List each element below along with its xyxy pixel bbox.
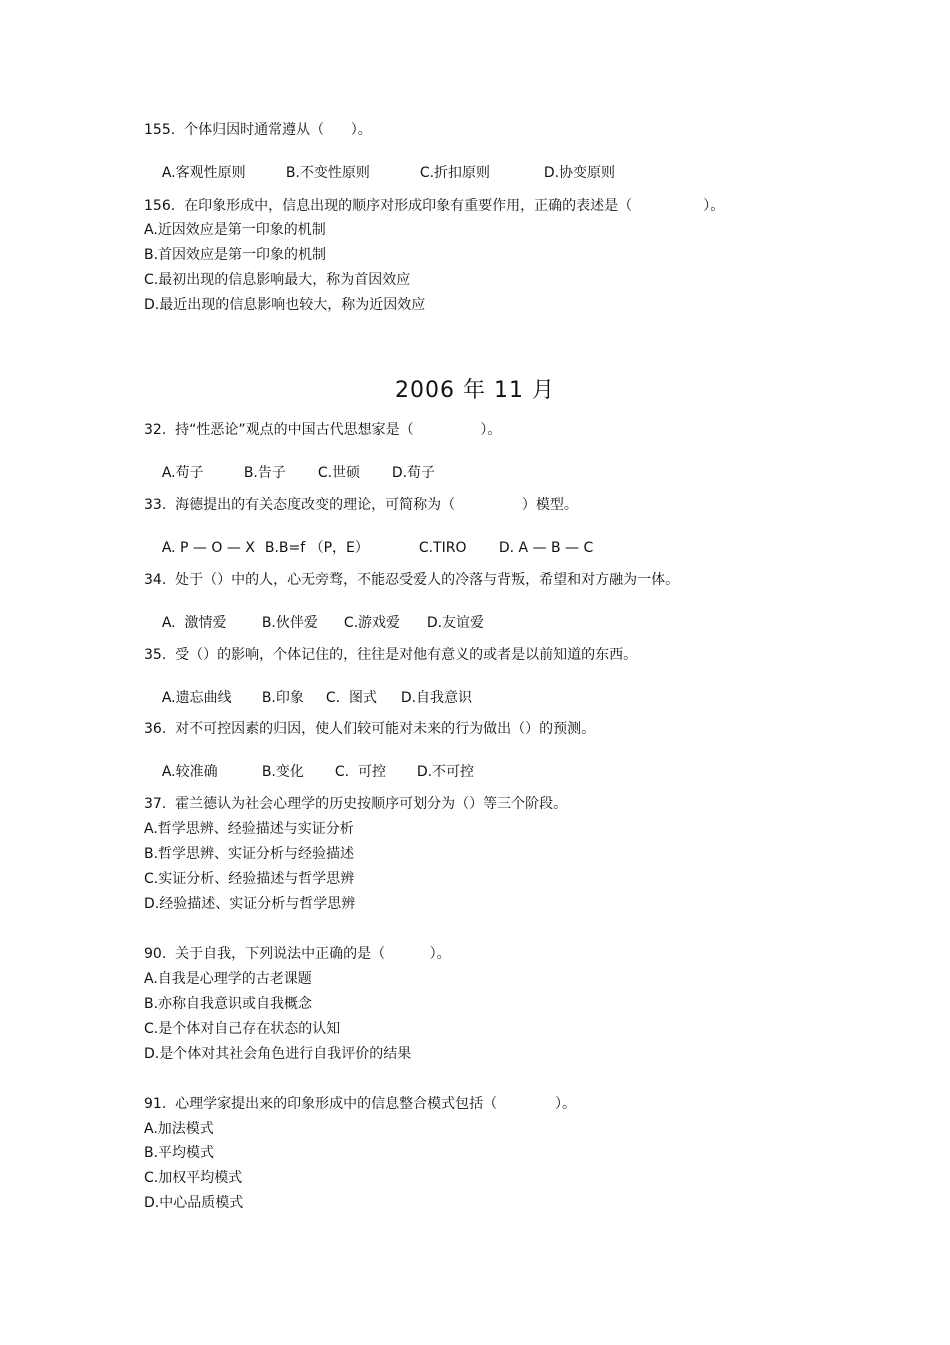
option-c: C.游戏爱 <box>343 615 401 631</box>
question-156-option-c: C.最初出现的信息影响最大，称为首因效应 <box>144 272 411 288</box>
section-heading: 2006 年 11 月 <box>395 378 555 403</box>
question-156-stem: 156. 在印象形成中，信息出现的顺序对形成印象有重要作用，正确的表述是（ ）。 <box>144 198 725 214</box>
question-32-stem: 32. 持“性恶论”观点的中国古代思想家是（ ）。 <box>144 422 502 438</box>
question-36-stem: 36. 对不可控因素的归因，使人们较可能对未来的行为做出（）的预测。 <box>144 721 596 737</box>
question-91-option-d: D.中心品质模式 <box>144 1195 244 1211</box>
option-c: C. 可控 <box>334 764 386 780</box>
option-c: C.折扣原则 <box>419 165 491 181</box>
question-37-option-d: D.经验描述、实证分析与哲学思辨 <box>144 896 356 912</box>
option-c: C.世硕 <box>317 465 361 481</box>
option-d: D.荀子 <box>391 465 436 481</box>
question-35-options <box>144 671 472 725</box>
question-91-option-b: B.平均模式 <box>144 1145 215 1161</box>
option-d: D.友谊爱 <box>426 615 485 631</box>
question-37-option-c: C.实证分析、经验描述与哲学思辨 <box>144 871 355 887</box>
question-33-options <box>144 521 593 575</box>
question-90-option-c: C.是个体对自己存在状态的认知 <box>144 1021 341 1037</box>
question-155-stem: 155. 个体归因时通常遵从（ ）。 <box>144 122 372 138</box>
option-b: B.变化 <box>261 764 304 780</box>
option-a: A.较准确 <box>161 764 218 780</box>
question-91-option-a: A.加法模式 <box>144 1121 214 1137</box>
option-a: A.苟子 <box>161 465 204 481</box>
question-90-option-b: B.亦称自我意识或自我概念 <box>144 996 313 1012</box>
question-91-stem: 91. 心理学家提出来的印象形成中的信息整合模式包括（ ）。 <box>144 1096 577 1112</box>
question-90-option-a: A.自我是心理学的古老课题 <box>144 971 312 987</box>
option-b: B.印象 <box>261 690 304 706</box>
option-a: A. P — O — X <box>161 540 255 556</box>
option-c: C. 图式 <box>325 690 377 706</box>
question-37-option-b: B.哲学思辨、实证分析与经验描述 <box>144 846 355 862</box>
question-156-option-b: B.首因效应是第一印象的机制 <box>144 247 327 263</box>
question-90-option-d: D.是个体对其社会角色进行自我评价的结果 <box>144 1046 412 1062</box>
option-d: D. A — B — C <box>498 540 594 556</box>
option-d: D.不可控 <box>416 764 475 780</box>
question-156-option-a: A.近因效应是第一印象的机制 <box>144 222 326 238</box>
option-a: A.客观性原则 <box>161 165 246 181</box>
question-35-stem: 35. 受（）的影响，个体记住的，往往是对他有意义的或者是以前知道的东西。 <box>144 647 638 663</box>
option-d: D.自我意识 <box>400 690 473 706</box>
option-b: B.告子 <box>243 465 286 481</box>
option-c: C.TIRO <box>418 540 467 556</box>
question-36-options <box>144 745 474 799</box>
option-a: A. 激情爱 <box>161 615 227 631</box>
question-90-stem: 90. 关于自我，下列说法中正确的是（ ）。 <box>144 946 451 962</box>
option-b: B.不变性原则 <box>285 165 370 181</box>
option-d: D.协变原则 <box>543 165 616 181</box>
option-a: A.遗忘曲线 <box>161 690 232 706</box>
question-34-options <box>144 596 484 650</box>
question-37-option-a: A.哲学思辨、经验描述与实证分析 <box>144 821 354 837</box>
question-32-options <box>144 446 435 500</box>
question-155-options <box>144 146 615 200</box>
question-91-option-c: C.加权平均模式 <box>144 1170 243 1186</box>
option-b: B.伙伴爱 <box>261 615 318 631</box>
question-33-stem: 33. 海德提出的有关态度改变的理论，可简称为（ ）模型。 <box>144 497 578 513</box>
question-156-option-d: D.最近出现的信息影响也较大，称为近因效应 <box>144 297 426 313</box>
question-37-stem: 37. 霍兰德认为社会心理学的历史按顺序可划分为（）等三个阶段。 <box>144 796 568 812</box>
question-34-stem: 34. 处于（）中的人，心无旁骛，不能忍受爱人的冷落与背叛，希望和对方融为一体。 <box>144 572 680 588</box>
option-b: B.B=f （P，E） <box>264 540 369 556</box>
